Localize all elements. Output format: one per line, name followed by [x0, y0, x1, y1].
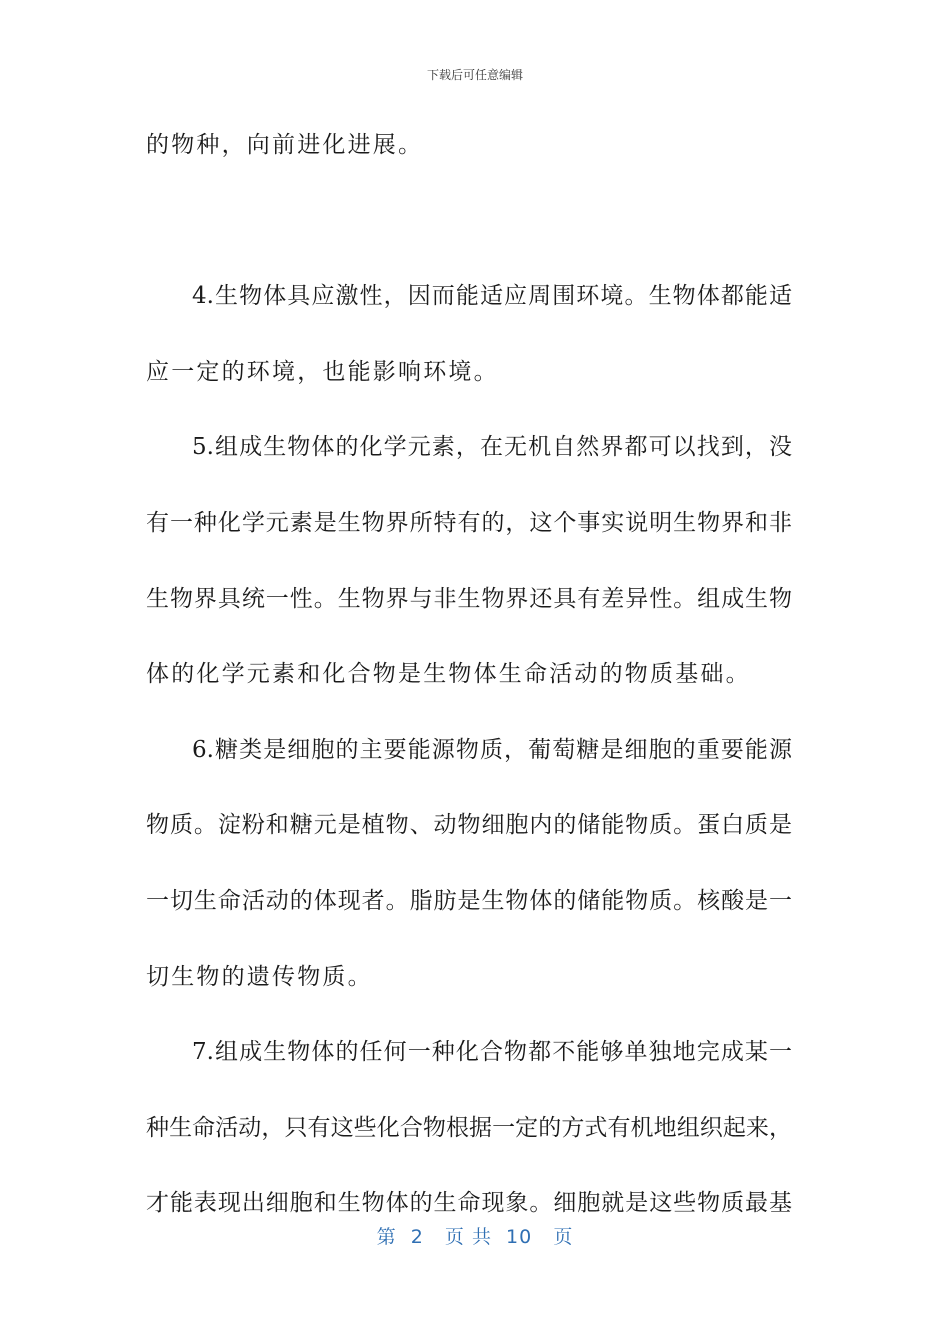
text-line: 应一定的环境，也能影响环境。: [146, 358, 499, 385]
text-line: 才能表现出细胞和生物体的生命现象。细胞就是这些物质最基: [146, 1190, 792, 1217]
text-line: 物质。淀粉和糖元是植物、动物细胞内的储能物质。蛋白质是: [146, 812, 792, 839]
text-line: 的物种，向前进化进展。: [146, 132, 424, 158]
text-line: 体的化学元素和化合物是生物体生命活动的物质基础。: [146, 661, 751, 688]
header-note: 下载后可任意编辑: [426, 68, 523, 82]
text-line: 4.生物体具应激性，因而能适应周围环境。生物体都能适: [192, 283, 792, 310]
text-line: 一切生命活动的体现者。脂肪是生物体的储能物质。核酸是一: [146, 887, 792, 914]
text-line: 生物界具统一性。生物界与非生物界还具有差异性。组成生物: [146, 585, 792, 612]
page-number: 第 2 页 共 10 页: [376, 1226, 574, 1248]
text-line: 有一种化学元素是生物界所特有的，这个事实说明生物界和非: [146, 509, 792, 536]
document-body: [146, 124, 792, 1258]
text-line-spacer: [146, 200, 792, 276]
text-line: 7.组成生物体的任何一种化合物都不能够单独地完成某一: [192, 1039, 792, 1066]
text-line: 6.糖类是细胞的主要能源物质，葡萄糖是细胞的重要能源: [192, 736, 792, 763]
text-line: 5.组成生物体的化学元素，在无机自然界都可以找到，没: [192, 434, 792, 461]
text-line: 种生命活动，只有这些化合物根据一定的方式有机地组织起来，: [146, 1114, 792, 1141]
text-line: 切生物的遗传物质。: [146, 963, 373, 990]
